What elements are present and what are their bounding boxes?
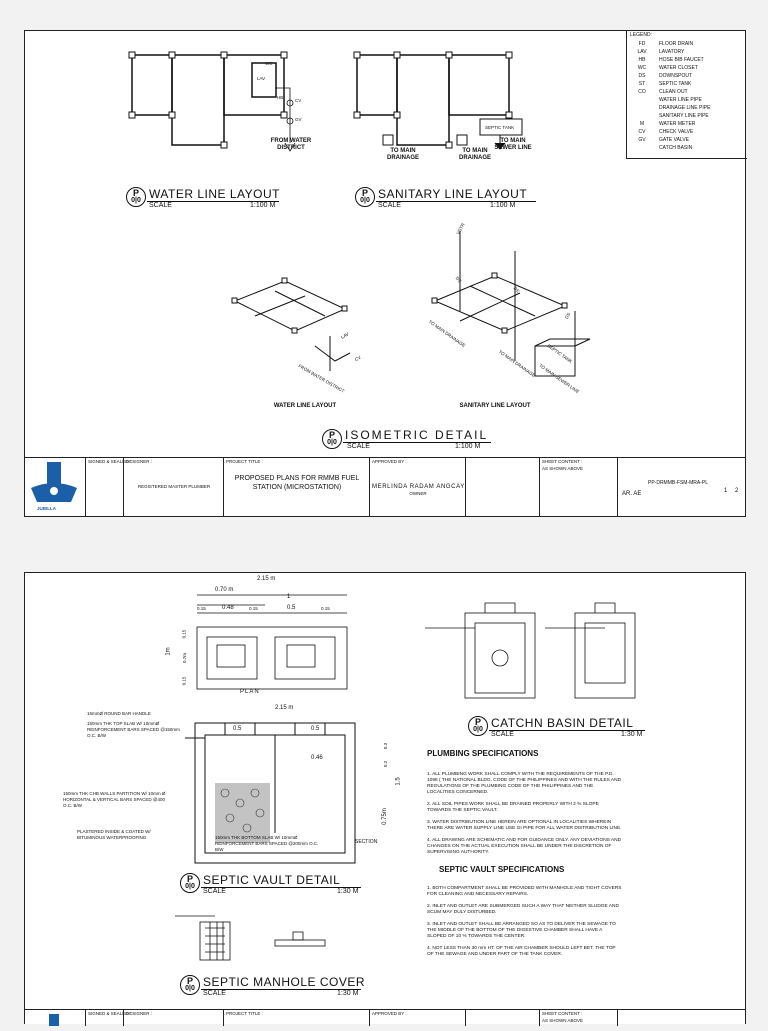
legend-label: FLOOR DRAIN — [659, 41, 694, 47]
plumbing-spec-1: 1. ALL PLUMBING WORK SHALL COMPLY WITH THE REQUIREMENTS OF THE P.D. 1096 ( THE NATIONAL BLDG. CODE OF THE PHILIPPINES AND WITH THE RULES AND REGULATIONS OF THE PLUMBING CODE OF THE PHILIPPINES AND THE LOCALITIES CONCERNED. — [427, 772, 622, 795]
vault-dim-046: 0.46 — [311, 755, 323, 761]
legend-key: LAV — [637, 49, 647, 55]
vault-note-top-slab: 150mm THK TOP SLAB W/ 10mmØ REINFORCEMENT BARS SPACED @150mm O.C. B/W — [87, 721, 180, 738]
sheet-number: 1 — [724, 488, 728, 494]
legend-label: SANITARY LINE PIPE — [659, 113, 709, 119]
scale-value: 1:100 M — [250, 202, 276, 209]
legend — [626, 31, 747, 159]
sheet-code: PP-DRMMB-FSM-MRA-PL — [648, 480, 708, 486]
plan-dim-05: 0.5 — [287, 605, 296, 611]
sheet-content-value: AS SHOWN ABOVE — [542, 466, 584, 471]
legend-label: WATER LINE PIPE — [659, 97, 702, 103]
legend-key: CO — [638, 89, 646, 95]
detail-marker — [322, 429, 342, 449]
approved-name: MERLINDA RADAM ANGCAY — [372, 484, 465, 490]
iso-water-caption: WATER LINE LAYOUT — [273, 403, 337, 409]
detail-marker-top: P — [361, 188, 368, 198]
scale-value: 1:30 M — [337, 990, 359, 997]
manhole-cover-title: SEPTIC MANHOLE COVER — [203, 975, 366, 989]
legend-row — [627, 145, 747, 152]
isometric-water-drawing — [215, 261, 365, 391]
sanitary-label-drainage-2: TO MAIN DRAINAGE — [458, 148, 491, 161]
legend-key: DS — [638, 73, 646, 79]
signed-label: SIGNED & SEALED : — [88, 459, 132, 464]
scale-value: 1:100 M — [490, 202, 516, 209]
water-label-from-district: FROM WATER DISTRICT — [270, 138, 312, 151]
detail-marker-bottom: 0|0 — [360, 197, 370, 204]
iso-label-sewer: TO MAIN SEWER LINE — [538, 362, 581, 395]
checked-by: AR. AE — [622, 491, 642, 497]
sanitary-line-title: SANITARY LINE LAYOUT — [378, 187, 528, 201]
sheet-content-label: SHEET CONTENT : — [542, 459, 583, 464]
legend-label: CLEAN OUT — [659, 89, 688, 95]
water-label-wc: WC — [265, 61, 273, 66]
water-label-hb: HB — [277, 95, 284, 100]
logo-cell — [25, 458, 85, 516]
legend-label: WATER CLOSET — [659, 65, 698, 71]
scale-word: SCALE — [378, 202, 401, 209]
designer-cell — [123, 458, 223, 516]
septic-vault-title: SEPTIC VAULT DETAIL — [203, 873, 341, 887]
legend-key: GV — [638, 137, 646, 143]
vault-section-label: SECTION — [355, 839, 378, 845]
septic-spec-4: 4. NOT LESS THAN 30 mm HT. OF THE AIR CHAMBER SHOULD LEFT BET. THE TOP OF THE SEWAGE AND UNDER PART OF THE TANK COVER. — [427, 946, 616, 957]
title-block-partial — [25, 1009, 745, 1026]
legend-label: CHECK VALVE — [659, 129, 694, 135]
sheet-info-cell — [617, 458, 745, 516]
legend-row — [627, 113, 747, 120]
scale-word: SCALE — [203, 990, 226, 997]
detail-marker — [355, 187, 375, 207]
legend-label: WATER METER — [659, 121, 696, 127]
iso-water-cv: CV — [353, 354, 362, 363]
vault-note-walls: 150mm THK CHB WALLS PARTITION W/ 10mm Ø HORIZONTAL & VERTICAL BARS SPACED @400 O.C. B/W — [63, 791, 166, 808]
detail-marker-top: P — [328, 430, 335, 440]
vault-dim-03: 0.3 — [383, 742, 389, 750]
plan-dim-015a: 0.15 — [197, 606, 206, 611]
designer-label: DESIGNER : — [126, 1011, 153, 1016]
project-title: PROPOSED PLANS FOR RMMB FUEL STATION (MICROSTATION) — [234, 475, 360, 491]
legend-key: ST — [638, 81, 646, 87]
notes-cell — [465, 458, 539, 516]
legend-row — [627, 41, 747, 48]
vault-dim-075: 0.75m — [381, 808, 388, 825]
sanitary-label-septic: SEPTIC TANK — [485, 125, 515, 130]
detail-marker — [180, 975, 200, 995]
approved-cell — [369, 458, 465, 516]
iso-label-ds-1: DS — [454, 275, 463, 284]
legend-row — [627, 97, 747, 104]
isometric-sanitary-drawing — [405, 221, 605, 401]
water-label-cv: CV — [295, 98, 302, 103]
water-line-title: WATER LINE LAYOUT — [149, 187, 280, 201]
legend-row — [627, 137, 747, 144]
septic-spec-3: 3. INLET AND OUTLET SHALL BE ARRANGED SO AS TO DELIVER THE SEWAGE TO THE MIDDLE OF THE BOTTOM OF THE DIGESTIVE CHAMBER SHALL HAVE A SLOPED OF 10 % TOWARDS THE CENTER. — [427, 922, 616, 939]
legend-label: GATE VALVE — [659, 137, 690, 143]
legend-title: LEGEND: — [630, 32, 652, 38]
legend-row — [627, 49, 747, 56]
plan-dim-015e: 0.15 — [181, 676, 187, 686]
detail-marker-top: P — [186, 874, 193, 884]
detail-marker — [180, 873, 200, 893]
sanitary-label-sewer: TO MAIN SEWER LINE — [494, 138, 532, 151]
legend-row — [627, 65, 747, 72]
plumbing-specs-heading: PLUMBING SPECIFICATIONS — [427, 749, 539, 758]
detail-marker-bottom: 0|0 — [185, 985, 195, 992]
plan-caption: PLAN — [240, 689, 260, 695]
iso-water-from: FROM WATER DISTRICT — [297, 363, 346, 394]
sheet-content-value: AS SHOWN ABOVE — [542, 1018, 584, 1023]
sanitary-label-drainage-1: TO MAIN DRAINAGE — [386, 148, 419, 161]
septic-spec-2: 2. INLET AND OUTLET ARE SUBMERGED SUCH A WAY THAT NEITHER SLUDGE AND SCUM MAY DULY DISTURBED. — [427, 904, 619, 915]
plan-dim-015b: 0.15 — [249, 606, 258, 611]
plumbing-spec-2: 2. ALL SOIL PIPES WORK SHALL BE DRAINED PROPERLY WITH 2 % SLOPE TOWARDS THE SEPTIC VAULT. — [427, 802, 599, 813]
catch-basin-drawing — [425, 593, 655, 703]
scale-value: 1:100 M — [455, 443, 481, 450]
legend-label: DRAINAGE LINE PIPE — [659, 105, 711, 111]
scale-word: SCALE — [149, 202, 172, 209]
legend-label: DOWNSPOUT — [659, 73, 693, 79]
legend-row — [627, 73, 747, 80]
project-cell — [223, 458, 369, 516]
sheet-content-cell — [539, 458, 617, 516]
legend-key: M — [639, 121, 645, 127]
plan-dim-1m: 1m — [165, 647, 172, 656]
iso-label-ds-3: DS — [563, 311, 572, 320]
plan-dim-overall: 2.15 m — [257, 576, 276, 582]
sheet-content-label: SHEET CONTENT : — [542, 1011, 583, 1016]
approved-role: OWNER — [409, 491, 427, 496]
logo-text: JUBILLA — [37, 506, 56, 511]
plumbing-spec-4: 4. ALL DRAWING ARE SCHEMATIC AND FOR GUIDANCE ONLY. ANY DEVIATIONS AND CHANGES ON THE ACTUAL EXECUTION SHALL BE UNDER THE DISCRETION OF SUPERVISING AUTHORITY. — [427, 838, 622, 855]
isometric-title: ISOMETRIC DETAIL — [345, 428, 489, 442]
plumbing-spec-3: 3. WATER DISTRIBUTION LINE HEREIN ARE OPTIONAL IN LOCALITIES WHEREIN THERE ARE WATER SUPPLY LINE USE GI PIPE FOR ALL WATER DISTRIBUTION LINE. — [427, 820, 622, 831]
project-label: PROJECT TITLE : — [226, 459, 263, 464]
detail-marker-bottom: 0|0 — [473, 726, 483, 733]
plan-dim-015c: 0.15 — [321, 606, 330, 611]
detail-marker-bottom: 0|0 — [185, 883, 195, 890]
drawing-sheet-1 — [24, 30, 746, 517]
manhole-cover-drawing — [165, 908, 365, 968]
septic-spec-1: 1. BOTH COMPARTMENT SHALL BE PROVIDED WITH MANHOLE AND TIGHT COVERS FOR CLEANING AND NECESSARY REPAIRS. — [427, 886, 622, 897]
approved-label: APPROVED BY : — [372, 1011, 407, 1016]
legend-label: LAVATORY — [659, 49, 685, 55]
septic-plan-drawing — [175, 583, 365, 693]
plumbing-specifications — [427, 749, 622, 856]
vault-dim-15: 1.5 — [395, 777, 402, 786]
title-block — [25, 457, 745, 516]
vault-note-handle: 16mmØ ROUND BAR HANDLE — [87, 711, 151, 716]
plan-dim-048: 0.48 — [222, 605, 234, 611]
legend-row — [627, 81, 747, 88]
iso-label-drainage-1: TO MAIN DRAINAGE — [427, 319, 467, 349]
detail-marker-top: P — [132, 188, 139, 198]
plan-dim-1: 1 — [287, 594, 291, 600]
vault-dim-overall: 2.15 m — [275, 705, 294, 711]
legend-key: CV — [638, 129, 646, 135]
iso-label-drainage-2: TO MAIN DRAINAGE — [497, 349, 537, 379]
water-label-lav: LAV — [257, 76, 266, 81]
detail-marker-bottom: 0|0 — [131, 197, 141, 204]
scale-word: SCALE — [347, 443, 370, 450]
vault-dim-05b: 0.5 — [311, 726, 320, 732]
designer-label: DESIGNER : — [126, 459, 153, 464]
legend-label: CATCH BASIN — [659, 145, 693, 151]
detail-marker — [126, 187, 146, 207]
water-label-gv: GV — [295, 117, 302, 122]
catch-basin-title: CATCHN BASIN DETAIL — [491, 716, 634, 730]
detail-marker-top: P — [186, 976, 193, 986]
legend-row — [627, 105, 747, 112]
septic-specs-heading: SEPTIC VAULT SPECIFICATIONS — [439, 865, 565, 874]
legend-label: HOSE BIB FAUCET — [659, 57, 704, 63]
scale-word: SCALE — [203, 888, 226, 895]
sheet-total: 2 — [735, 488, 739, 494]
vault-dim-02: 0.2 — [383, 760, 389, 768]
detail-marker-top: P — [474, 717, 481, 727]
plan-dim-015d: 0.15 — [181, 629, 187, 639]
approved-label: APPROVED BY : — [372, 459, 407, 464]
scale-value: 1:30 M — [337, 888, 359, 895]
iso-sanitary-caption: SANITARY LINE LAYOUT — [459, 403, 531, 409]
legend-row — [627, 121, 747, 128]
designer-name: REGISTERED MASTER PLUMBER — [137, 484, 211, 489]
iso-water-lav: LAV — [340, 331, 350, 340]
legend-key: FD — [638, 41, 646, 47]
septic-vault-specifications — [427, 865, 622, 958]
detail-marker — [468, 716, 488, 736]
legend-label: SEPTIC TANK — [659, 81, 692, 87]
legend-row — [627, 57, 747, 64]
vault-note-plaster: PLASTERED INSIDE & COATED W/ BITUMINOUS WATERPROOFING — [77, 829, 151, 840]
plan-dim-07m: 0.7m — [182, 652, 188, 664]
scale-word: SCALE — [491, 731, 514, 738]
detail-marker-bottom: 0|0 — [327, 439, 337, 446]
drawing-sheet-2 — [24, 572, 746, 1024]
scale-value: 1:30 M — [621, 731, 643, 738]
legend-key: WC — [637, 65, 647, 71]
legend-row — [627, 89, 747, 96]
iso-label-vstr: VSTR — [455, 222, 466, 236]
legend-row — [627, 129, 747, 136]
plan-dim-070: 0.70 m — [215, 587, 234, 593]
iso-label-septic: SEPTIC TANK — [546, 343, 574, 364]
signed-label: SIGNED & SEALED : — [88, 1011, 132, 1016]
vault-dim-05a: 0.5 — [233, 726, 242, 732]
iso-label-ds-2: DS — [512, 285, 521, 294]
project-label: PROJECT TITLE : — [226, 1011, 263, 1016]
vault-note-bottom-slab: 150mm THK BOTTOM SLAB W/ 10mmØ REINFORCEMENT BARS SPACED @200mm O.C. B/W — [215, 835, 319, 852]
signed-cell — [85, 458, 132, 516]
legend-key: HB — [638, 57, 646, 63]
